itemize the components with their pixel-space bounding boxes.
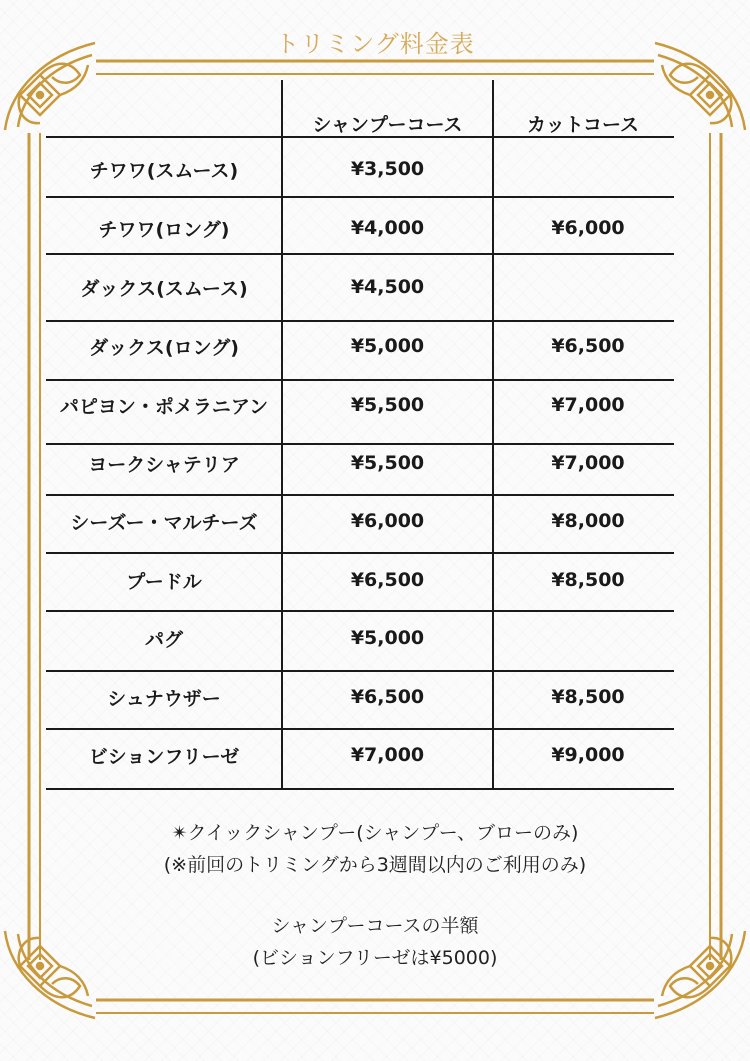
cut-price-cell xyxy=(493,155,683,183)
breed-name-cell: ダックス(スムース) xyxy=(80,277,248,300)
breed-name-cell: パピヨン・ポメラニアン xyxy=(59,395,269,418)
cut-price-cell: ¥9,000 xyxy=(551,744,625,766)
cut-price-cell: ¥8,500 xyxy=(551,686,625,708)
note-condition: (※前回のトリミングから3週間以内のご利用のみ) xyxy=(163,854,587,876)
cut-price-cell xyxy=(493,273,683,301)
note-bichon-price: (ビションフリーゼは¥5000) xyxy=(252,947,498,969)
cut-price-cell: ¥8,000 xyxy=(551,510,625,532)
shampoo-price-cell: ¥6,000 xyxy=(350,510,425,532)
cut-price-cell: ¥6,000 xyxy=(551,217,625,239)
cut-price-cell: ¥8,500 xyxy=(551,569,625,591)
header-shampoo-course: シャンプーコース xyxy=(312,114,463,136)
cut-price-cell xyxy=(493,624,683,652)
shampoo-price-cell: ¥5,000 xyxy=(350,335,425,357)
shampoo-price-cell: ¥7,000 xyxy=(350,744,425,766)
cut-price-cell: ¥6,500 xyxy=(551,335,625,357)
note-quick-shampoo: ✴クイックシャンプー(シャンプー、ブローのみ) xyxy=(171,822,579,844)
page-title: トリミング料金表 xyxy=(275,30,475,58)
breed-name-cell: ビションフリーゼ xyxy=(88,745,240,768)
shampoo-price-cell: ¥4,000 xyxy=(350,217,425,239)
shampoo-price-cell: ¥4,500 xyxy=(350,276,425,298)
breed-name-cell: シュナウザー xyxy=(107,687,221,710)
cut-price-cell: ¥7,000 xyxy=(551,394,625,416)
shampoo-price-cell: ¥5,500 xyxy=(350,394,425,416)
breed-name-cell: チワワ(ロング) xyxy=(98,218,230,241)
header-cut-course: カットコース xyxy=(526,114,640,136)
shampoo-price-cell: ¥5,500 xyxy=(350,452,425,474)
shampoo-price-cell: ¥6,500 xyxy=(350,686,425,708)
shampoo-price-cell: ¥6,500 xyxy=(350,569,425,591)
breed-name-cell: ヨークシャテリア xyxy=(88,453,240,476)
note-half-price: シャンプーコースの半額 xyxy=(271,915,479,937)
breed-name-cell: チワワ(スムース) xyxy=(89,159,239,182)
breed-name-cell: ダックス(ロング) xyxy=(89,336,239,359)
breed-name-cell: プードル xyxy=(126,570,202,593)
breed-name-cell: シーズー・マルチーズ xyxy=(70,511,258,534)
cut-price-cell: ¥7,000 xyxy=(551,452,625,474)
breed-name-cell: パグ xyxy=(144,628,183,651)
shampoo-price-cell: ¥3,500 xyxy=(350,158,425,180)
shampoo-price-cell: ¥5,000 xyxy=(350,627,425,649)
